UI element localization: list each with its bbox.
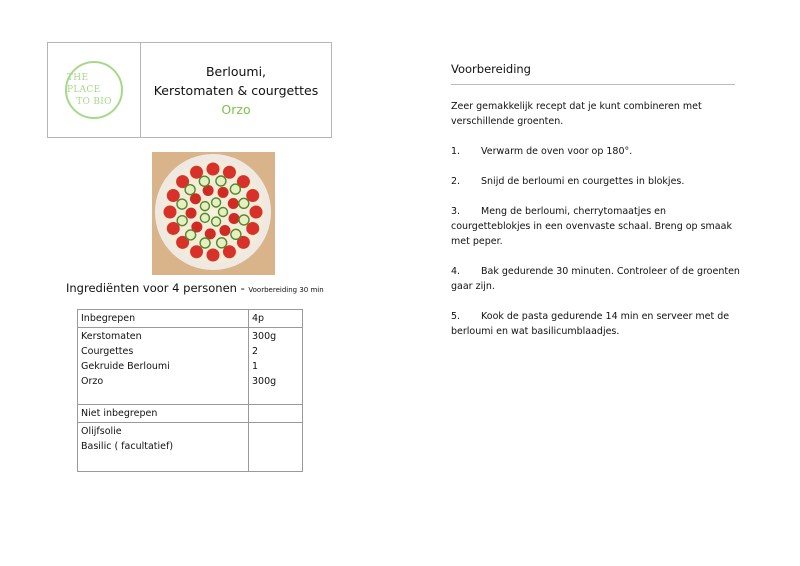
recipe-title: [141, 43, 331, 137]
preparation-step-2: [451, 174, 746, 189]
empty-cell: [249, 405, 303, 423]
title-line-3: Orzo: [221, 101, 251, 117]
step-number: 4.: [451, 266, 461, 277]
tomato-decoration: [250, 206, 263, 219]
ingredients-table: [77, 309, 303, 472]
not-included-items-cell: [78, 423, 249, 472]
courgette-decoration: [200, 213, 209, 222]
ingredient-qty: 1: [252, 361, 259, 372]
courgette-decoration: [177, 199, 187, 209]
courgette-decoration: [217, 238, 227, 248]
preparation-intro: Zeer gemakkelijk recept dat je kunt combineren met verschillende groenten.: [451, 101, 702, 127]
dish-illustration: [152, 152, 275, 275]
empty-cell: [249, 423, 303, 472]
tomato-decoration: [228, 198, 239, 209]
title-line-2: Kerstomaten & courgettes: [153, 82, 319, 98]
courgette-decoration: [199, 176, 209, 186]
step-number: 5.: [451, 311, 461, 322]
courgette-decoration: [230, 184, 240, 194]
courgette-decoration: [212, 217, 221, 226]
tomato-decoration: [207, 163, 220, 176]
included-label: Inbegrepen: [78, 310, 249, 328]
preparation-step-4: [451, 264, 746, 294]
step-text: Snijd de berloumi en courgettes in blokjes.: [481, 176, 685, 187]
included-items-cell: [78, 328, 249, 405]
included-qty-cell: [249, 328, 303, 405]
preparation-step-1: [451, 144, 746, 159]
tomato-decoration: [207, 249, 220, 262]
preparation-title: Voorbereiding: [451, 62, 531, 76]
brand-logo: [65, 61, 123, 119]
courgette-decoration: [185, 185, 195, 195]
courgette-decoration: [200, 202, 209, 211]
table-row: [78, 310, 303, 328]
tomato-decoration: [246, 222, 259, 235]
prep-time: Voorbereiding 30 min: [248, 286, 324, 294]
tomato-decoration: [218, 187, 229, 198]
not-included-label: Niet inbegrepen: [78, 405, 249, 423]
tomato-decoration: [164, 206, 177, 219]
dish-photo: [152, 152, 275, 275]
step-text: Meng de berloumi, cherrytomaatjes en courgetteblokjes in een ovenvaste schaal. Breng op smaak met peper.: [451, 206, 732, 247]
preparation-section: [451, 62, 751, 354]
ingredient-name: Gekruide Berloumi: [81, 361, 170, 372]
ingredients-heading-text: Ingrediënten voor 4 personen -: [66, 281, 249, 295]
ingredients-heading: [66, 281, 324, 295]
courgette-decoration: [239, 198, 249, 208]
step-text: Kook de pasta gedurende 14 min en serveer met de berloumi en wat basilicumblaadjes.: [451, 311, 730, 337]
preparation-step-5: [451, 309, 746, 339]
courgette-decoration: [200, 238, 210, 248]
courgette-decoration: [212, 198, 221, 207]
ingredient-qty: 2: [252, 346, 259, 357]
tomato-decoration: [186, 208, 197, 219]
courgette-decoration: [219, 208, 228, 217]
tomato-decoration: [190, 245, 203, 258]
ingredient-name: Orzo: [81, 376, 104, 387]
step-number: 3.: [451, 206, 461, 217]
logo-cell: [48, 43, 141, 137]
step-number: 1.: [451, 146, 461, 157]
tomato-decoration: [167, 189, 180, 202]
persons-count: 4p: [249, 310, 303, 328]
courgette-decoration: [216, 176, 226, 186]
logo-line-2: TO BIO: [76, 97, 112, 107]
tomato-decoration: [219, 225, 230, 236]
logo-line-1: THE PLACE: [67, 73, 101, 95]
step-text: Bak gedurende 30 minuten. Controleer of de groenten gaar zijn.: [451, 266, 740, 292]
courgette-decoration: [177, 216, 187, 226]
courgette-decoration: [239, 215, 249, 225]
ingredient-name: Kerstomaten: [81, 331, 142, 342]
ingredient-name: Courgettes: [81, 346, 134, 357]
optional-ingredient: Olijfsolie: [81, 426, 122, 437]
table-row: [78, 423, 303, 472]
table-row: [78, 328, 303, 405]
cheese-decoration: [209, 208, 217, 216]
optional-ingredient: Basilic ( facultatief): [81, 441, 174, 452]
preparation-step-3: [451, 204, 746, 249]
courgette-decoration: [231, 229, 241, 239]
title-line-1: Berloumi,: [205, 63, 267, 79]
recipe-header: [47, 42, 332, 138]
step-number: 2.: [451, 176, 461, 187]
step-text: Verwarm de oven voor op 180°.: [481, 146, 633, 157]
divider: [451, 84, 735, 85]
ingredient-qty: 300g: [252, 376, 277, 387]
courgette-decoration: [186, 230, 196, 240]
tomato-decoration: [229, 213, 240, 224]
table-row: [78, 405, 303, 423]
tomato-decoration: [223, 166, 236, 179]
ingredient-qty: 300g: [252, 331, 277, 342]
